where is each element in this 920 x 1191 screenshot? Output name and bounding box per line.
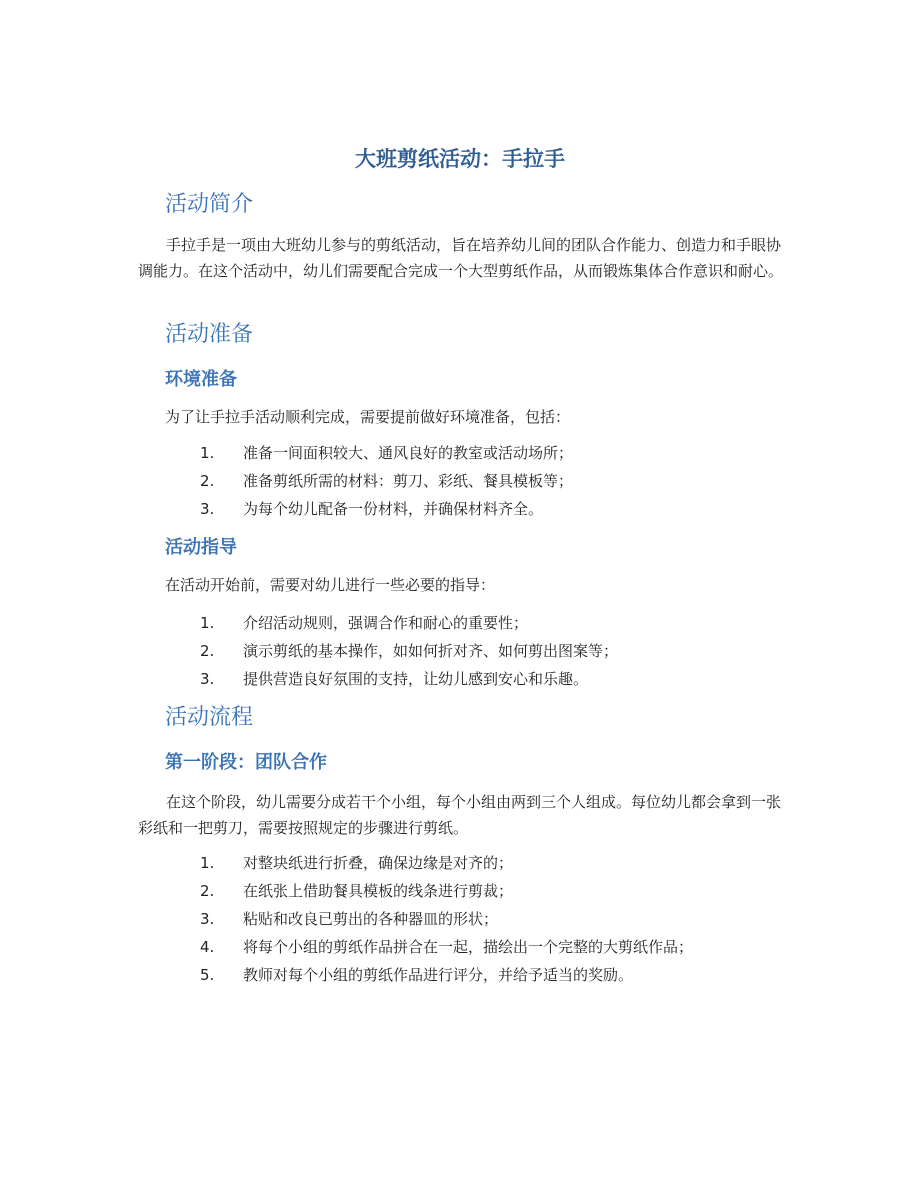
list-item [200,849,800,877]
list-item-text: 介绍活动规则，强调合作和耐心的重要性； [243,614,529,632]
list-item-text: 准备剪纸所需的材料：剪刀、彩纸、餐具模板等； [243,472,574,490]
list-item-number: 3. [200,500,215,518]
list-item-text: 演示剪纸的基本操作，如如何折对齐、如何剪出图案等； [243,642,619,660]
intro-paragraph: 手拉手是一项由大班幼儿参与的剪纸活动，旨在培养幼儿间的团队合作能力、创造力和手眼协调能力。在这个活动中，幼儿们需要配合完成一个大型剪纸作品，从而锻炼集体合作意识和耐心。 [138,236,784,280]
list-item-text: 将每个小组的剪纸作品拼合在一起，描绘出一个完整的大剪纸作品； [243,938,694,956]
section-heading-flow: 活动流程 [165,705,254,730]
list-item-text: 为每个幼儿配备一份材料，并确保材料齐全。 [243,500,544,518]
stage1-paragraph: 在这个阶段，幼儿需要分成若干个小组，每个小组由两到三个人组成。每位幼儿都会拿到一张彩纸和一把剪刀，需要按照规定的步骤进行剪纸。 [138,793,782,837]
list-item [200,439,800,467]
list-item [200,609,800,637]
list-item [200,961,800,989]
list-item [200,905,800,933]
list-item [200,495,800,523]
list-item [200,637,800,665]
list-item-number: 1. [200,444,215,462]
stage1-list [200,849,800,989]
list-item-number: 2. [200,882,215,900]
env-lead-paragraph: 为了让手拉手活动顺利完成，需要提前做好环境准备，包括： [165,408,571,426]
section-heading-prep: 活动准备 [165,322,254,347]
list-item-number: 1. [200,854,215,872]
list-item [200,933,800,961]
section-heading-intro: 活动简介 [165,192,254,217]
subheading-env: 环境准备 [165,369,237,390]
list-item-number: 3. [200,910,215,928]
document-title: 大班剪纸活动：手拉手 [355,147,565,171]
guide-lead-paragraph: 在活动开始前，需要对幼儿进行一些必要的指导： [165,576,496,594]
list-item [200,665,800,693]
list-item-text: 对整块纸进行折叠，确保边缘是对齐的； [243,854,514,872]
list-item [200,467,800,495]
list-item-number: 2. [200,642,215,660]
subheading-guide: 活动指导 [165,537,237,558]
list-item-text: 准备一间面积较大、通风良好的教室或活动场所； [243,444,574,462]
list-item-number: 1. [200,614,215,632]
list-item [200,877,800,905]
list-item-text: 教师对每个小组的剪纸作品进行评分，并给予适当的奖励。 [243,966,634,984]
list-item-text: 在纸张上借助餐具模板的线条进行剪裁； [243,882,514,900]
list-item-number: 2. [200,472,215,490]
list-item-number: 4. [200,938,215,956]
guide-list [200,609,800,693]
list-item-number: 5. [200,966,215,984]
list-item-text: 提供营造良好氛围的支持，让幼儿感到安心和乐趣。 [243,670,589,688]
list-item-number: 3. [200,670,215,688]
env-list [200,439,800,523]
subheading-stage1: 第一阶段：团队合作 [165,752,327,773]
list-item-text: 粘贴和改良已剪出的各种器皿的形状； [243,910,499,928]
